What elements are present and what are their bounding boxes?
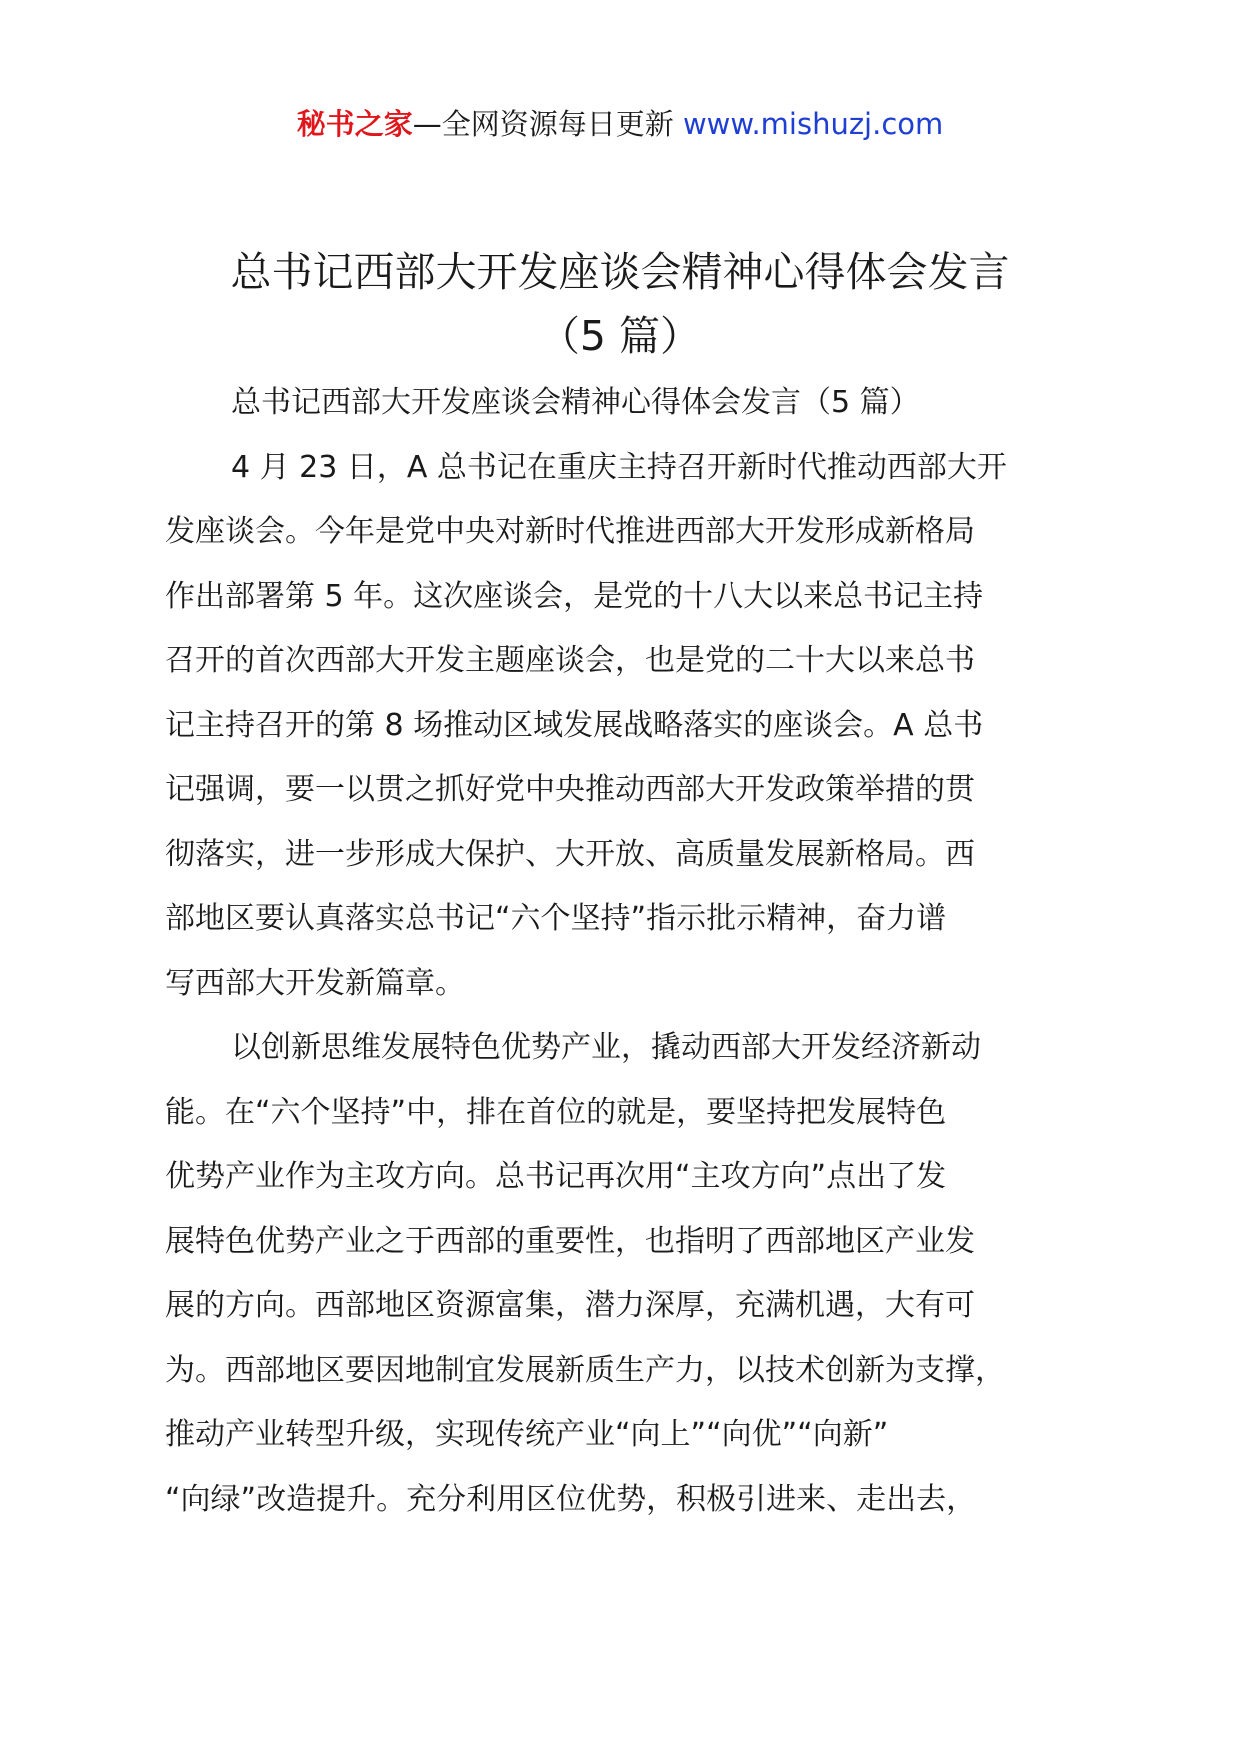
text-line: 记强调，要一以贯之抓好党中央推动西部大开发政策举措的贯 xyxy=(165,772,975,807)
text-line: 展的方向。西部地区资源富集，潜力深厚，充满机遇，大有可 xyxy=(165,1288,975,1323)
text-line: 作出部署第 5 年。这次座谈会，是党的十八大以来总书记主持 xyxy=(165,578,984,614)
text-line: “向绿”改造提升。充分利用区位优势，积极引进来、走出去， xyxy=(165,1481,977,1517)
text-line: 能。在“六个坚持”中，排在首位的就是，要坚持把发展特色 xyxy=(165,1094,947,1130)
body-paragraph-1 xyxy=(165,436,1100,1017)
header-slogan: —全网资源每日更新 xyxy=(412,107,683,141)
subtitle-line: 总书记西部大开发座谈会精神心得体会发言（5 篇） xyxy=(231,385,920,420)
text-line: 彻落实，进一步形成大保护、大开放、高质量发展新格局。西 xyxy=(165,836,975,872)
text-line: 召开的首次西部大开发主题座谈会，也是党的二十大以来总书 xyxy=(165,643,975,678)
text-line: 推动产业转型升级，实现传统产业“向上”“向优”“向新” xyxy=(165,1417,889,1452)
text-line: 为。西部地区要因地制宜发展新质生产力，以技术创新为支撑， xyxy=(165,1352,1005,1388)
document-body xyxy=(165,371,1100,1532)
text-line: 展特色优势产业之于西部的重要性，也指明了西部地区产业发 xyxy=(165,1223,975,1259)
text-line: 4 月 23 日，A 总书记在重庆主持召开新时代推动西部大开 xyxy=(231,449,1007,485)
subtitle-paragraph xyxy=(165,371,1100,436)
title-line-1: 总书记西部大开发座谈会精神心得体会发言 xyxy=(230,248,1010,296)
text-line: 写西部大开发新篇章。 xyxy=(165,965,465,1001)
body-paragraph-2 xyxy=(165,1016,1100,1532)
text-line: 记主持召开的第 8 场推动区域发展战略落实的座谈会。A 总书 xyxy=(165,707,984,743)
site-header xyxy=(0,102,1240,146)
text-line: 发座谈会。今年是党中央对新时代推进西部大开发形成新格局 xyxy=(165,514,975,549)
text-line: 以创新思维发展特色优势产业，撬动西部大开发经济新动 xyxy=(231,1030,981,1065)
brand-name: 秘书之家 xyxy=(296,107,413,141)
document-title xyxy=(100,240,1140,368)
title-line-2: （5 篇） xyxy=(538,312,702,360)
text-line: 优势产业作为主攻方向。总书记再次用“主攻方向”点出了发 xyxy=(165,1159,947,1194)
site-url-link[interactable]: www.mishuzj.com xyxy=(682,107,944,141)
text-line: 部地区要认真落实总书记“六个坚持”指示批示精神，奋力谱 xyxy=(165,901,947,936)
